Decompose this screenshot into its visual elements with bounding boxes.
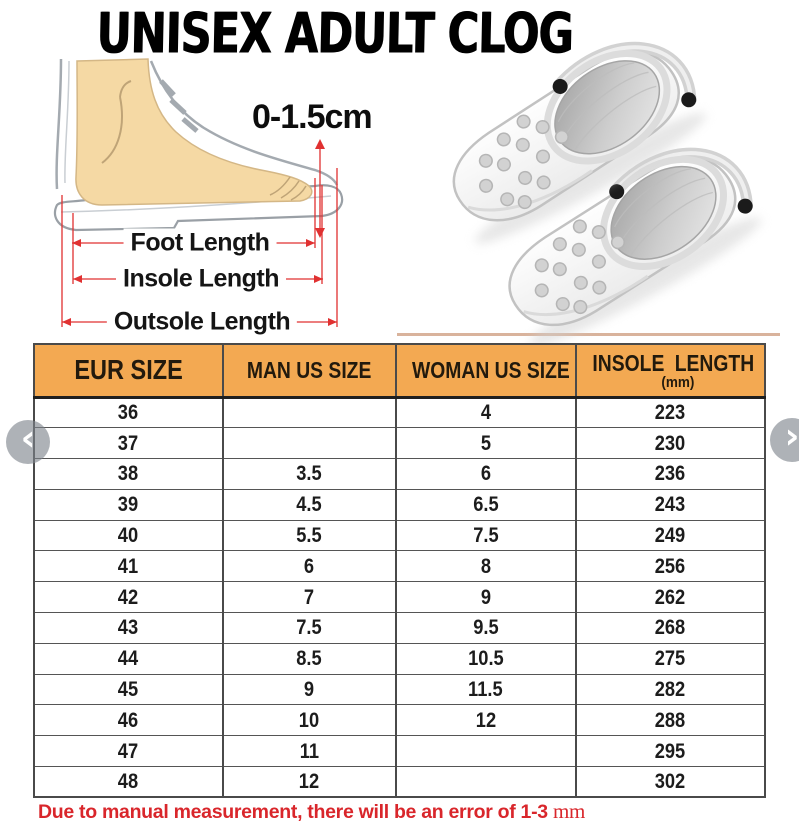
size-table-body [34, 397, 765, 797]
table-cell [396, 767, 576, 798]
table-cell: 37 [34, 428, 223, 459]
table-cell: 295 [576, 736, 765, 767]
table-cell [223, 397, 396, 428]
table-cell: 46 [34, 705, 223, 736]
table-cell: 275 [576, 643, 765, 674]
table-row [34, 489, 765, 520]
table-cell: 6.5 [396, 489, 576, 520]
table-row [34, 459, 765, 490]
table-cell: 262 [576, 582, 765, 613]
table-cell: 6 [223, 551, 396, 582]
insole-unit-label: (mm) [661, 373, 695, 391]
table-cell: 223 [576, 397, 765, 428]
table-cell: 302 [576, 767, 765, 798]
carousel-prev-button[interactable] [6, 420, 50, 464]
table-row [34, 643, 765, 674]
table-cell: 36 [34, 397, 223, 428]
table-cell: 45 [34, 674, 223, 705]
clogs-product-photo [420, 25, 799, 345]
table-cell: 47 [34, 736, 223, 767]
table-cell: 288 [576, 705, 765, 736]
table-cell: 5 [396, 428, 576, 459]
table-row [34, 582, 765, 613]
outsole-length-label: Outsole Length [107, 308, 297, 337]
page-title: UNISEX ADULT CLOG [95, 2, 574, 67]
table-cell: 12 [396, 705, 576, 736]
table-cell: 236 [576, 459, 765, 490]
table-cell: 10 [223, 705, 396, 736]
table-row [34, 674, 765, 705]
header-cell-insole-length: INSOLE LENGTH (mm) [576, 344, 765, 397]
table-cell: 12 [223, 767, 396, 798]
table-cell: 41 [34, 551, 223, 582]
table-row [34, 397, 765, 428]
footnote-text: Due to manual measurement, there will be an error of 1-3 [38, 801, 548, 823]
chevron-left-icon: ‹ [20, 418, 36, 459]
footnote [38, 799, 585, 824]
table-cell: 9 [396, 582, 576, 613]
table-cell: 256 [576, 551, 765, 582]
table-cell: 11.5 [396, 674, 576, 705]
size-table [33, 343, 766, 798]
footnote-unit: mm [552, 799, 586, 823]
table-cell: 243 [576, 489, 765, 520]
table-cell [396, 736, 576, 767]
table-cell: 8.5 [223, 643, 396, 674]
table-cell: 9.5 [396, 613, 576, 644]
table-row [34, 705, 765, 736]
table-cell: 10.5 [396, 643, 576, 674]
table-cell: 11 [223, 736, 396, 767]
table-cell [223, 428, 396, 459]
table-row [34, 736, 765, 767]
table-cell: 4 [396, 397, 576, 428]
table-cell: 9 [223, 674, 396, 705]
table-cell: 249 [576, 520, 765, 551]
table-cell: 230 [576, 428, 765, 459]
table-row [34, 613, 765, 644]
carousel-next-button[interactable] [770, 418, 799, 462]
header-cell-woman-us-size: WOMAN US SIZE [396, 344, 576, 397]
table-cell: 7.5 [223, 613, 396, 644]
header-cell-eur-size: EUR SIZE [34, 344, 223, 397]
table-cell: 43 [34, 613, 223, 644]
table-cell: 48 [34, 767, 223, 798]
table-cell: 268 [576, 613, 765, 644]
table-cell: 39 [34, 489, 223, 520]
toe-gap-label: 0-1.5cm [252, 98, 372, 136]
table-cell: 7 [223, 582, 396, 613]
chevron-right-icon: › [784, 416, 799, 457]
header-cell-man-us-size: MAN US SIZE [223, 344, 396, 397]
table-cell: 282 [576, 674, 765, 705]
table-row [34, 520, 765, 551]
table-cell: 7.5 [396, 520, 576, 551]
table-cell: 8 [396, 551, 576, 582]
table-row [34, 767, 765, 798]
table-cell: 38 [34, 459, 223, 490]
table-cell: 6 [396, 459, 576, 490]
table-cell: 5.5 [223, 520, 396, 551]
table-cell: 44 [34, 643, 223, 674]
table-cell: 42 [34, 582, 223, 613]
table-header-row [34, 344, 765, 397]
table-row [34, 551, 765, 582]
insole-length-label: Insole Length [116, 265, 286, 294]
foot-length-label: Foot Length [124, 229, 277, 258]
table-cell: 3.5 [223, 459, 396, 490]
table-cell: 40 [34, 520, 223, 551]
table-cell: 4.5 [223, 489, 396, 520]
table-row [34, 428, 765, 459]
